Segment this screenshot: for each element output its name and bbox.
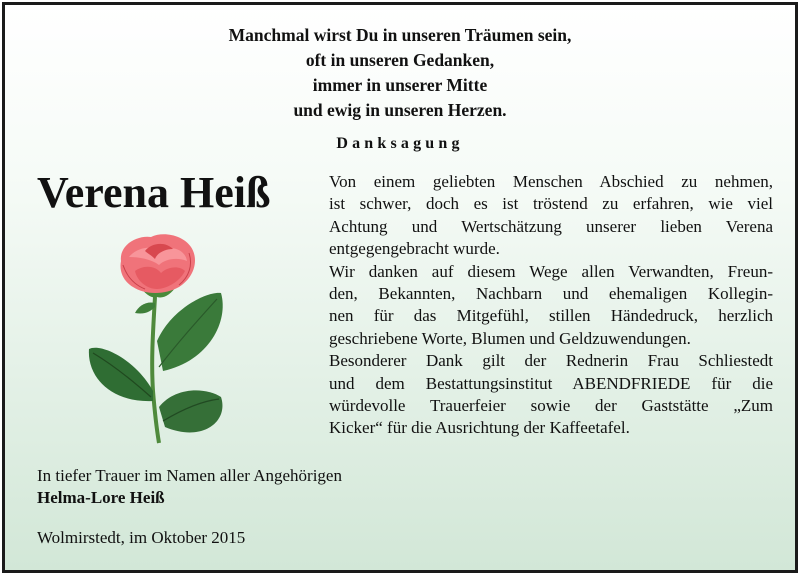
rose-icon (79, 231, 249, 449)
text-line: ist schwer, doch es ist tröstend zu erfahren, wie viel (329, 194, 773, 214)
thanks-text (329, 171, 773, 440)
text-line: Wir danken auf diesem Wege allen Verwandten, Freun- (329, 261, 773, 281)
poem-line: oft in unseren Gedanken, (305, 50, 495, 70)
poem-line: Manchmal wirst Du in unseren Träumen sein, (228, 25, 572, 45)
mourning-block (37, 465, 342, 509)
mourning-line: In tiefer Trauer im Namen aller Angehörigen (37, 466, 342, 485)
text-line: Kicker“ für die Ausrichtung der Kaffeetafel. (329, 418, 630, 438)
text-line: entgegengebracht wurde. (329, 239, 500, 259)
signer-name: Helma-Lore Heiß (37, 488, 165, 507)
text-line: den, Bekannten, Nachbarn und ehemaligen Kollegin- (329, 284, 773, 304)
text-line: würdevolle Trauerfeier sowie der Gaststätte „Zum (329, 396, 773, 416)
poem (5, 23, 795, 123)
poem-line: und ewig in unseren Herzen. (293, 100, 507, 120)
deceased-name: Verena Heiß (37, 168, 271, 217)
text-line: geschriebene Worte, Blumen und Geldzuwendungen. (329, 328, 691, 348)
obituary-notice (2, 2, 798, 573)
thanks-paragraph (329, 171, 773, 261)
text-line: Achtung und Wertschätzung unserer lieben Verena (329, 216, 773, 236)
text-line: und dem Bestattungsinstitut ABENDFRIEDE für die (329, 373, 773, 393)
poem-line: immer in unserer Mitte (312, 75, 488, 95)
thanks-paragraph (329, 350, 773, 440)
text-line: nen für das Mitgefühl, stillen Händedruck, herzlich (329, 306, 773, 326)
text-line: Von einem geliebten Menschen Abschied zu nehmen, (329, 172, 773, 191)
place-date: Wolmirstedt, im Oktober 2015 (37, 528, 246, 547)
thanks-paragraph (329, 261, 773, 351)
text-line: Besonderer Dank gilt der Rednerin Frau Schliestedt (329, 351, 773, 371)
heading-danksagung: Danksagung (336, 135, 464, 152)
